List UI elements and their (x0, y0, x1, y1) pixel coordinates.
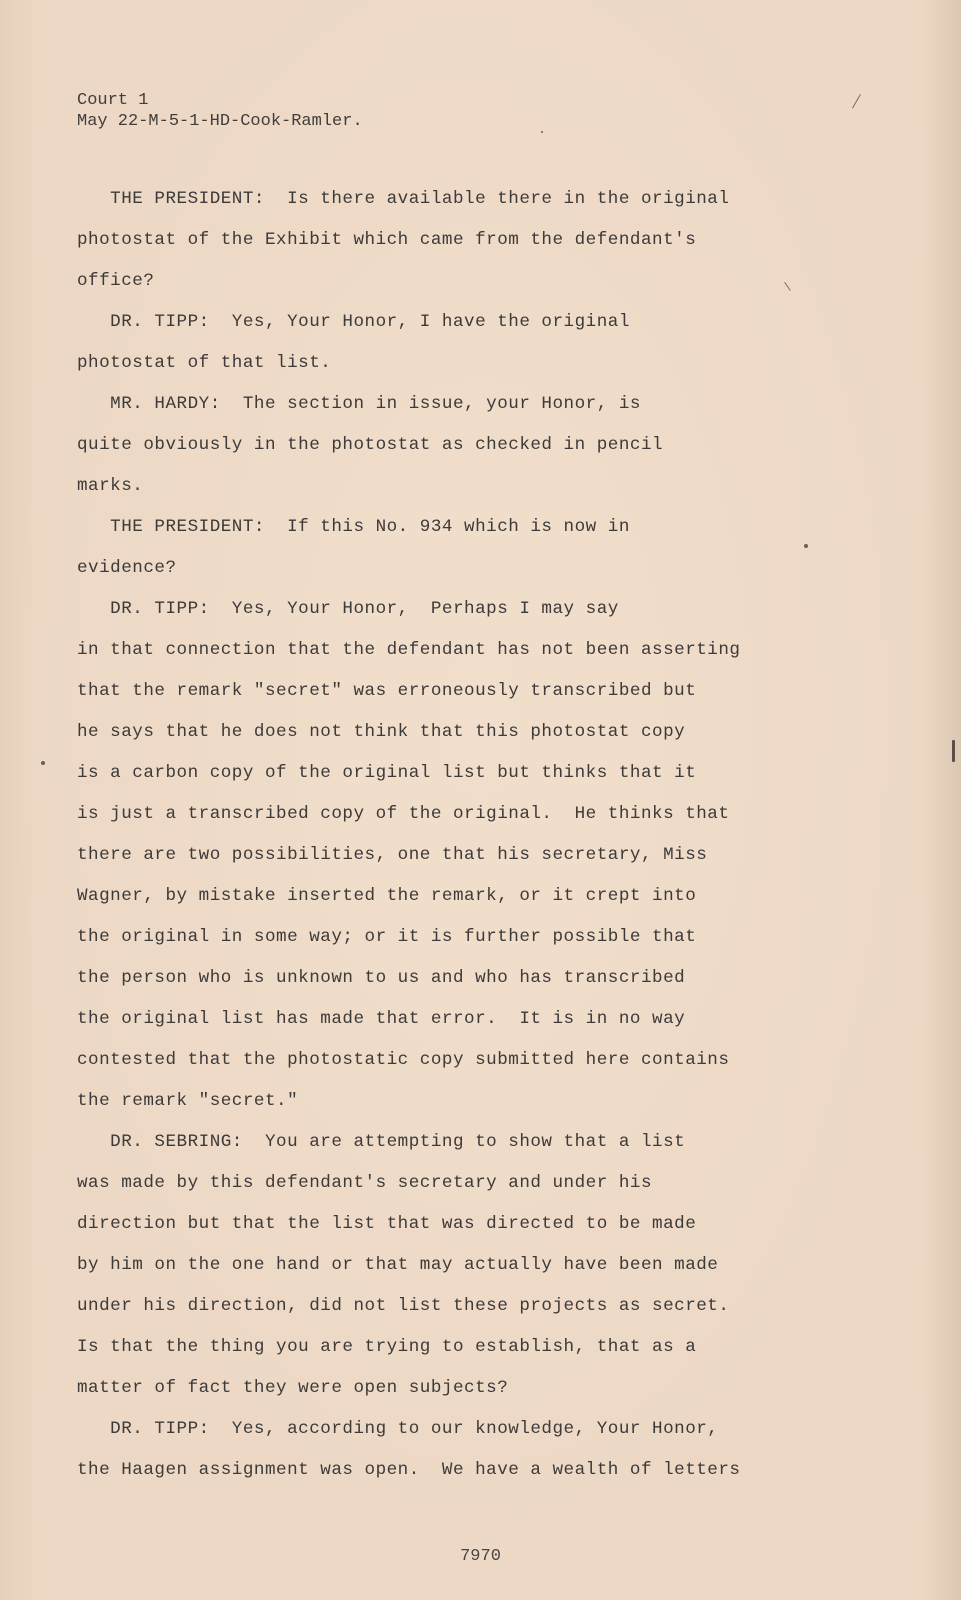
transcript-line: THE PRESIDENT: Is there available there in the original (77, 189, 730, 209)
transcript-line: he says that he does not think that this photostat copy (77, 722, 686, 742)
paper-speck (804, 544, 808, 548)
transcript-line: photostat of the Exhibit which came from the defendant's (77, 230, 697, 250)
transcript-line: MR. HARDY: The section in issue, your Honor, is (77, 394, 641, 414)
page-number: 7970 (460, 1547, 501, 1566)
transcript-line: the original in some way; or it is further possible that (77, 927, 697, 947)
transcript-line: is just a transcribed copy of the original. He thinks that (77, 804, 730, 824)
transcript-line: DR. TIPP: Yes, Your Honor, I have the original (77, 312, 630, 332)
pencil-mark (784, 282, 791, 291)
transcript-line: DR. TIPP: Yes, according to our knowledge, Your Honor, (77, 1419, 719, 1439)
transcript-line: marks. (77, 476, 144, 496)
transcript-line: under his direction, did not list these projects as secret. (77, 1296, 730, 1316)
transcript-line: the person who is unknown to us and who has transcribed (77, 968, 686, 988)
paper-speck (41, 761, 45, 765)
edge-tear (952, 740, 955, 762)
transcript-line: quite obviously in the photostat as checked in pencil (77, 435, 664, 455)
transcript-line: evidence? (77, 558, 177, 578)
transcript-line: contested that the photostatic copy submitted here contains (77, 1050, 730, 1070)
court-label: Court 1 (77, 91, 149, 110)
transcript-line: in that connection that the defendant has not been asserting (77, 640, 741, 660)
transcript-line: office? (77, 271, 155, 291)
document-header (77, 90, 363, 132)
transcript-line: DR. TIPP: Yes, Your Honor, Perhaps I may say (77, 599, 619, 619)
transcript-line: was made by this defendant's secretary and under his (77, 1173, 653, 1193)
pencil-mark (852, 94, 861, 108)
transcript-line: the original list has made that error. It is in no way (77, 1009, 686, 1029)
transcript-line: there are two possibilities, one that his secretary, Miss (77, 845, 708, 865)
transcript-line: that the remark "secret" was erroneously transcribed but (77, 681, 697, 701)
transcript-line: direction but that the list that was directed to be made (77, 1214, 697, 1234)
transcript-line: DR. SEBRING: You are attempting to show that a list (77, 1132, 686, 1152)
transcript-line: is a carbon copy of the original list but thinks that it (77, 763, 697, 783)
transcript-line: by him on the one hand or that may actually have been made (77, 1255, 719, 1275)
transcript-line: matter of fact they were open subjects? (77, 1378, 509, 1398)
session-reference: May 22-M-5-1-HD-Cook-Ramler. (77, 112, 363, 131)
transcript-line: THE PRESIDENT: If this No. 934 which is now in (77, 517, 630, 537)
paper-speck (541, 131, 543, 133)
transcript-line: Is that the thing you are trying to establish, that as a (77, 1337, 697, 1357)
transcript-line: photostat of that list. (77, 353, 332, 373)
transcript-line: the remark "secret." (77, 1091, 299, 1111)
transcript-line: Wagner, by mistake inserted the remark, or it crept into (77, 886, 697, 906)
transcript-line: the Haagen assignment was open. We have a wealth of letters (77, 1460, 741, 1480)
